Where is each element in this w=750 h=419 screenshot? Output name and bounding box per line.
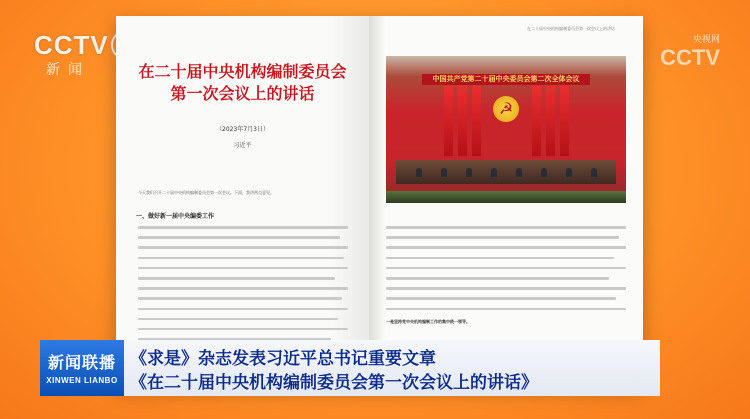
flag xyxy=(560,86,569,156)
headline-line1: 《求是》杂志发表习近平总书记重要文章 xyxy=(130,349,436,369)
text-line xyxy=(138,287,348,290)
seated-figure xyxy=(566,168,572,177)
text-line xyxy=(138,318,338,321)
news-ticker xyxy=(0,340,750,396)
flag xyxy=(532,86,541,156)
magazine-left-page xyxy=(116,16,369,386)
channel-sub-label: 新闻 xyxy=(46,62,90,78)
article-date: （2023年7月3日） xyxy=(216,126,269,133)
seated-figure xyxy=(441,168,447,177)
cctv-logo-text: CCTV xyxy=(34,30,109,60)
article-intro: 今天我们召开二十届中央机构编制委员会第一次会议。下面，我讲两点意见。 xyxy=(138,190,274,195)
cctv-net-logo: CCTV xyxy=(660,45,720,70)
xinwen-lianbo-logo xyxy=(40,340,124,396)
seated-figure xyxy=(466,168,472,177)
text-line xyxy=(386,246,626,249)
text-line xyxy=(138,297,342,300)
photo-banner: 中国共产党第二十届中央委员会第二次全体会议 xyxy=(422,74,590,85)
program-name-en: XINWEN LIANBO xyxy=(46,376,118,385)
seated-figure xyxy=(591,168,597,177)
text-line xyxy=(386,226,626,229)
body-text-block xyxy=(386,226,626,318)
text-line xyxy=(386,236,619,239)
text-line xyxy=(386,267,626,270)
flower-row xyxy=(386,191,626,203)
program-name-cn: 新闻联播 xyxy=(47,353,116,372)
flag xyxy=(546,86,555,156)
magazine-spread xyxy=(116,16,643,386)
cctv-net-watermark xyxy=(660,32,720,71)
text-line xyxy=(138,226,348,229)
text-line xyxy=(386,287,626,290)
magazine-right-page xyxy=(369,16,643,386)
flag xyxy=(458,86,467,156)
right-sub-heading: 一是坚持党中央机构编制工作的集中统一领导。 xyxy=(386,319,470,324)
article-author: 习近平 xyxy=(233,142,252,149)
flag xyxy=(472,86,481,156)
seated-figure xyxy=(541,168,547,177)
text-line xyxy=(138,257,344,260)
text-line xyxy=(386,277,609,280)
article-title-line2: 第一次会议上的讲话 xyxy=(170,84,315,103)
seated-figure xyxy=(516,168,522,177)
text-line xyxy=(138,277,335,280)
seated-figure xyxy=(491,168,497,177)
text-line xyxy=(386,297,616,300)
text-line xyxy=(138,267,348,270)
text-line xyxy=(138,236,340,239)
text-line xyxy=(138,308,348,311)
headline-line2: 《在二十届中央机构编制委员会第一次会议上的讲话》 xyxy=(130,373,538,393)
text-line xyxy=(386,308,626,311)
section-heading: 一、做好新一届中央编委工作 xyxy=(136,213,215,220)
text-line xyxy=(138,246,348,249)
flag xyxy=(444,86,453,156)
meeting-photo xyxy=(386,56,626,203)
rostrum-table xyxy=(396,160,616,184)
party-emblem-icon: ☭ xyxy=(493,96,519,122)
text-line xyxy=(138,328,348,331)
running-header: 在二十届中央机构编制委员会第一次会议上的讲话 xyxy=(527,26,615,31)
cctv-net-label: 央视网 xyxy=(692,35,720,45)
article-title-line1: 在二十届中央机构编制委员会 xyxy=(138,62,347,81)
seated-figure xyxy=(416,168,422,177)
text-line xyxy=(386,257,614,260)
